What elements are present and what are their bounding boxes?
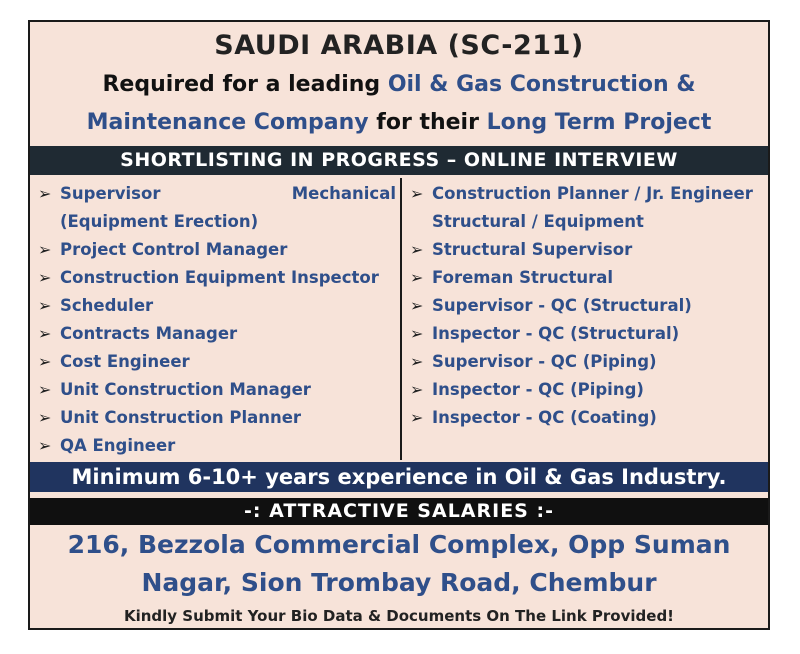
subtitle-line-1 <box>30 72 768 97</box>
subtitle-text: for their <box>368 110 487 135</box>
position-label: Project Control Manager <box>60 240 288 259</box>
position-label: Supervisor - QC (Piping) <box>432 352 657 371</box>
position-label: Scheduler <box>60 296 154 315</box>
position-label: (Equipment Erection) <box>60 212 259 231</box>
position-item <box>36 320 396 348</box>
position-item <box>36 264 396 292</box>
position-item <box>408 180 770 208</box>
salaries-banner: -: ATTRACTIVE SALARIES :- <box>30 498 768 525</box>
position-label: Contracts Manager <box>60 324 238 343</box>
position-item <box>36 236 396 264</box>
position-item <box>408 264 770 292</box>
subtitle-text: Required for a leading <box>102 72 388 97</box>
position-label: Supervisor - QC (Structural) <box>432 296 692 315</box>
position-label: Supervisor <box>60 184 161 203</box>
address-line-1: 216, Bezzola Commercial Complex, Opp Suman <box>67 530 731 559</box>
right-positions-list <box>408 180 770 432</box>
position-item <box>408 376 770 404</box>
column-divider <box>400 178 402 460</box>
job-advert-card <box>28 20 770 630</box>
position-item <box>36 376 396 404</box>
position-label: Structural Supervisor <box>432 240 633 259</box>
arrow-bullet-icon: ➢ <box>38 240 52 259</box>
position-label-right: Mechanical <box>291 184 396 203</box>
position-label: Inspector - QC (Structural) <box>432 324 680 343</box>
arrow-bullet-icon: ➢ <box>38 408 52 427</box>
arrow-bullet-icon: ➢ <box>38 436 52 455</box>
experience-banner: Minimum 6-10+ years experience in Oil & Gas Industry. <box>30 462 768 492</box>
position-label: Foreman Structural <box>432 268 614 287</box>
position-label: Structural / Equipment <box>432 212 644 231</box>
company-highlight: Maintenance Company <box>86 110 369 135</box>
position-label: Unit Construction Planner <box>60 408 302 427</box>
positions-section <box>30 178 768 460</box>
arrow-bullet-icon: ➢ <box>410 240 424 259</box>
arrow-bullet-icon: ➢ <box>410 324 424 343</box>
position-label: Construction Equipment Inspector <box>60 268 379 287</box>
arrow-bullet-icon: ➢ <box>38 380 52 399</box>
position-item <box>36 180 396 208</box>
position-item <box>36 208 396 236</box>
address-line-2: Nagar, Sion Trombay Road, Chembur <box>141 568 657 597</box>
arrow-bullet-icon: ➢ <box>38 324 52 343</box>
position-label: Inspector - QC (Piping) <box>432 380 644 399</box>
position-item <box>408 348 770 376</box>
project-highlight: Long Term Project <box>486 110 712 135</box>
arrow-bullet-icon: ➢ <box>410 408 424 427</box>
position-item <box>36 432 396 460</box>
position-item <box>408 208 770 236</box>
arrow-bullet-icon: ➢ <box>38 268 52 287</box>
position-item <box>408 236 770 264</box>
submit-instructions: Kindly Submit Your Bio Data & Documents On The Link Provided! <box>123 607 675 625</box>
position-label: Inspector - QC (Coating) <box>432 408 657 427</box>
arrow-bullet-icon: ➢ <box>38 184 52 203</box>
position-item <box>36 348 396 376</box>
position-item <box>408 320 770 348</box>
position-label: Cost Engineer <box>60 352 190 371</box>
position-item <box>408 404 770 432</box>
arrow-bullet-icon: ➢ <box>410 380 424 399</box>
subtitle-line-2 <box>30 110 768 135</box>
arrow-bullet-icon: ➢ <box>38 296 52 315</box>
arrow-bullet-icon: ➢ <box>410 184 424 203</box>
position-item <box>36 404 396 432</box>
left-positions-list <box>36 180 396 460</box>
arrow-bullet-icon: ➢ <box>410 296 424 315</box>
position-item <box>408 292 770 320</box>
arrow-bullet-icon: ➢ <box>410 352 424 371</box>
position-label: QA Engineer <box>60 436 176 455</box>
arrow-bullet-icon: ➢ <box>410 268 424 287</box>
arrow-bullet-icon: ➢ <box>38 352 52 371</box>
shortlisting-banner: SHORTLISTING IN PROGRESS – ONLINE INTERVIEW <box>30 146 768 175</box>
position-item <box>36 292 396 320</box>
page-title: SAUDI ARABIA (SC-211) <box>214 30 584 61</box>
subtitle-highlight: Oil & Gas Construction & <box>387 72 696 97</box>
position-label: Unit Construction Manager <box>60 380 311 399</box>
position-label: Construction Planner / Jr. Engineer <box>432 184 753 203</box>
